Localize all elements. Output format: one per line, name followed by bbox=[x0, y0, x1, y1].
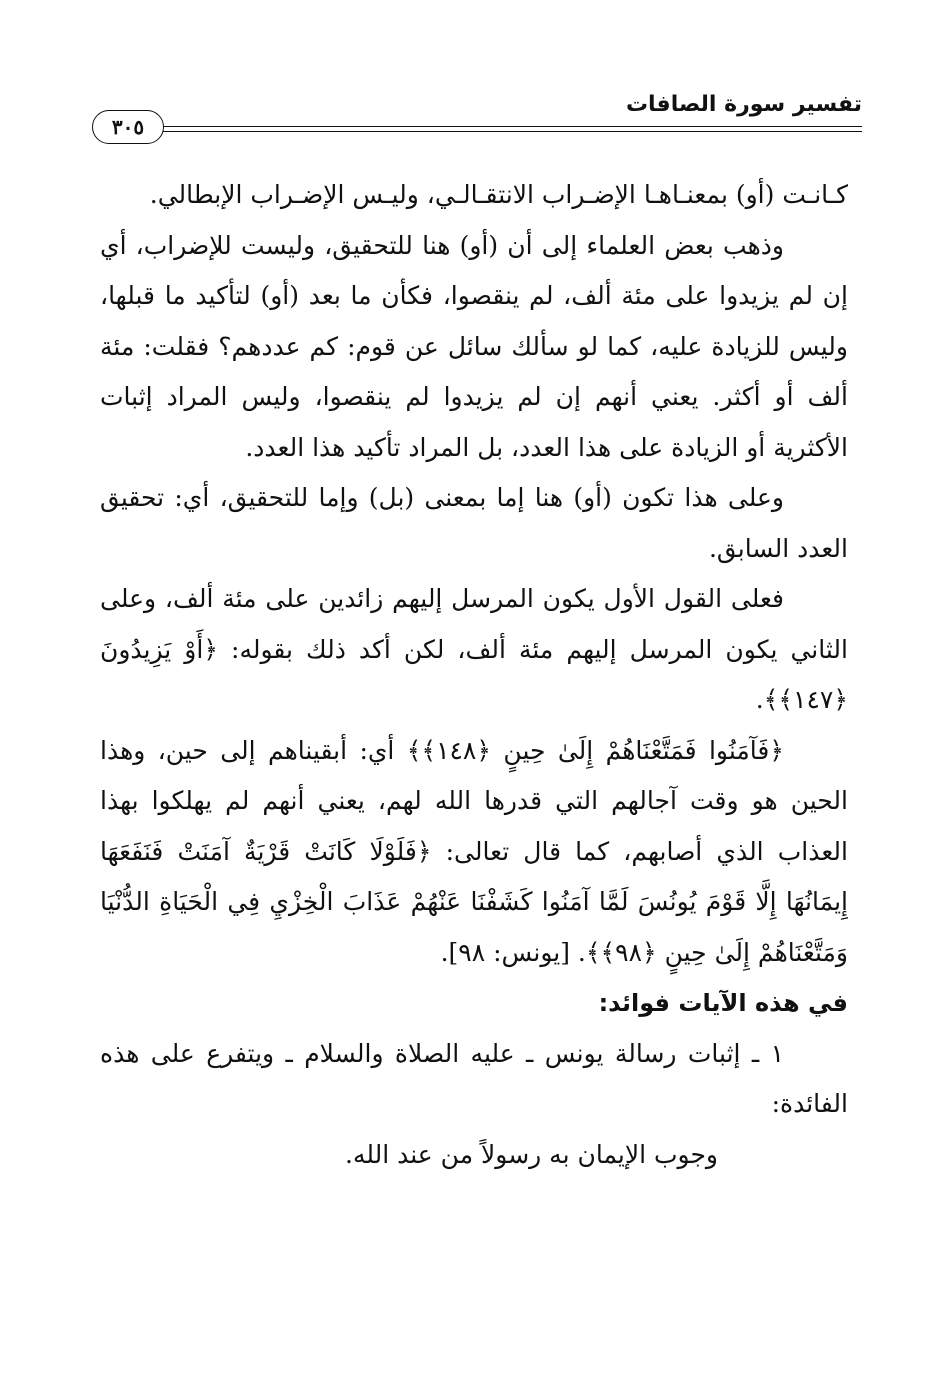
section-title: في هذه الآيات فوائد: bbox=[598, 989, 848, 1017]
paragraph-4 bbox=[100, 574, 848, 726]
page-body bbox=[100, 170, 848, 1180]
paragraph-3: وعلى هذا تكون (أو) هنا إما بمعنى (بل) وإما للتحقيق، أي: تحقيق العدد السابق. bbox=[100, 483, 848, 563]
paragraph-2: وذهب بعض العلماء إلى أن (أو) هنا للتحقيق، وليست للإضراب، أي إن لم يزيدوا على مئة ألف، لم ينقصوا، فكأن ما بعد (أو) لتأكيد ما قبلها، وليس للزيادة عليه، كما لو سألك سائل عن قوم: كم عددهم؟ فقلت: مئة ألف أو أكثر. يعني أنهم إن لم يزيدوا لم ينقصوا، وليس المراد إثبات الأكثرية أو الزيادة على هذا العدد، بل المراد تأكيد هذا العدد. bbox=[100, 230, 848, 462]
quran-verse-yunus-98: ﴿فَلَوْلَا كَانَتْ قَرْيَةٌ آمَنَتْ فَنَفَعَهَا إِيمَانُهَا إِلَّا قَوْمَ يُونُسَ لَمَّا آمَنُوا كَشَفْنَا عَنْهُمْ عَذَابَ الْخِزْيِ فِي الْحَيَاةِ الدُّنْيَا وَمَتَّعْنَاهُمْ إِلَىٰ حِينٍ ﴿٩٨﴾﴾ bbox=[100, 836, 848, 967]
header-rule bbox=[158, 126, 862, 132]
page-number: ٣٠٥ bbox=[92, 110, 164, 144]
paragraph-4-text: فعلى القول الأول يكون المرسل إليهم زائدين على مئة ألف، وعلى الثاني يكون المرسل إليهم مئة ألف، لكن أكد ذلك بقوله: bbox=[100, 584, 848, 664]
quran-verse-148: ﴿فَآمَنُوا فَمَتَّعْنَاهُمْ إِلَىٰ حِينٍ ﴿١٤٨﴾﴾ bbox=[406, 735, 785, 765]
quran-verse-147: ﴿أَوْ يَزِيدُونَ ﴿١٤٧﴾﴾ bbox=[100, 634, 848, 714]
benefit-1-detail: وجوب الإيمان به رسولاً من عند الله. bbox=[345, 1139, 718, 1169]
verse-reference: . [يونس: ٩٨]. bbox=[440, 937, 586, 967]
paragraph-5 bbox=[100, 726, 848, 979]
paragraph-4-end: . bbox=[755, 685, 764, 714]
running-title: تفسير سورة الصافات bbox=[625, 92, 862, 117]
paragraph-1: كـانـت (أو) بمعنـاهـا الإضـراب الانتقـالـي، وليـس الإضـراب الإبطالي. bbox=[149, 180, 848, 209]
paragraph-5-text: أي: أبقيناهم إلى حين، وهذا الحين هو وقت آجالهم التي قدرها الله لهم، يعني أنهم لم يهلكوا بهذا العذاب الذي أصابهم، كما قال تعالى: bbox=[100, 735, 848, 866]
benefit-1: ١ ـ إثبات رسالة يونس ـ عليه الصلاة والسلام ـ ويتفرع على هذه الفائدة: bbox=[100, 1038, 848, 1118]
page-header bbox=[92, 92, 862, 142]
